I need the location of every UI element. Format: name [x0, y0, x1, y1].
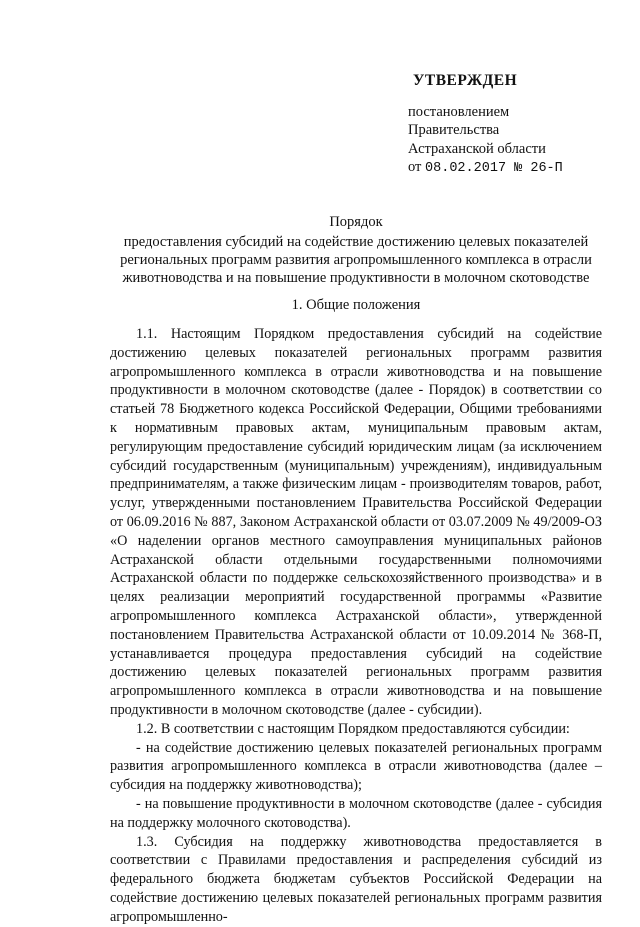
paragraph-1-3: 1.3. Субсидия на поддержку животноводства предоставляется в соответствии с Правилами предоставления и распределения субсидий из федерального бюджета бюджетам субъектов Российской Федерации на содействие достижению целевых показателей региональных программ развития агропромышленно-: [110, 833, 602, 925]
approval-line-1: постановлением: [408, 103, 510, 120]
document-title: [110, 213, 602, 287]
approval-heading: УТВЕРЖДЕН: [413, 72, 518, 89]
approval-stamp: [408, 72, 628, 179]
title-subtitle: предоставления субсидий на содействие достижению целевых показателей региональных программ развития агропромышленного комплекса в отрасли животноводства и на повышение продуктивности в молочном скотоводстве: [120, 234, 592, 286]
title-main: Порядок: [329, 214, 383, 230]
approval-date-prefix: от: [408, 159, 426, 175]
section-heading: 1. Общие положения: [291, 297, 421, 313]
list-item-1-2-a: - на содействие достижению целевых показателей региональных программ развития агропромышленного комплекса в отрасли животноводства (далее – субсидия на поддержку животноводства);: [110, 739, 602, 794]
document-body: [110, 325, 602, 927]
paragraph-1-2: 1.2. В соответствии с настоящим Порядком предоставляются субсидии:: [136, 720, 570, 737]
approval-date-value: 08.02.2017 № 26-П: [425, 161, 563, 176]
approval-line-3: Астраханской области: [408, 140, 546, 157]
paragraph-1-1: 1.1. Настоящим Порядком предоставления субсидий на содействие достижению целевых показателей региональных программ развития агропромышленного комплекса в отрасли животноводства и на повышение продуктивности в молочном скотоводстве (далее - Порядок) в соответствии со статьей 78 Бюджетного кодекса Российской Федерации, Общими требованиями к нормативным правовых актам, муниципальным правовым актам, регулирующим предоставление субсидий юридическим лицам (за исключением субсидий государственным (муниципальным) учреждениям), индивидуальным предпринимателям, а также физическим лицам - производителям товаров, работ, услуг, утвержденными постановлением Правительства Российской Федерации от 06.09.2016 № 887, Законом Астраханской области от 03.07.2009 № 49/2009-ОЗ «О наделении органов местного самоуправления муниципальных районов Астраханской области отдельными государственными полномочиями Астраханской области по поддержке сельскохозяйственного производства» и в целях реализации мероприятий государственной программы «Развитие агропромышленного комплекса Астраханской области», утвержденной постановлением Правительства Астраханской области от 10.09.2014 № 368-П, устанавливается процедура предоставления субсидий на содействие достижению целевых показателей региональных программ развития агропромышленного комплекса в отрасли животноводства и на повышение продуктивности в молочном скотоводстве (далее - субсидии).: [110, 326, 602, 718]
approval-date-line: [408, 158, 628, 179]
list-item-1-2-b: - на повышение продуктивности в молочном скотоводстве (далее - субсидия на поддержку молочного скотоводства).: [110, 795, 602, 831]
approval-line-2: Правительства: [408, 122, 500, 138]
